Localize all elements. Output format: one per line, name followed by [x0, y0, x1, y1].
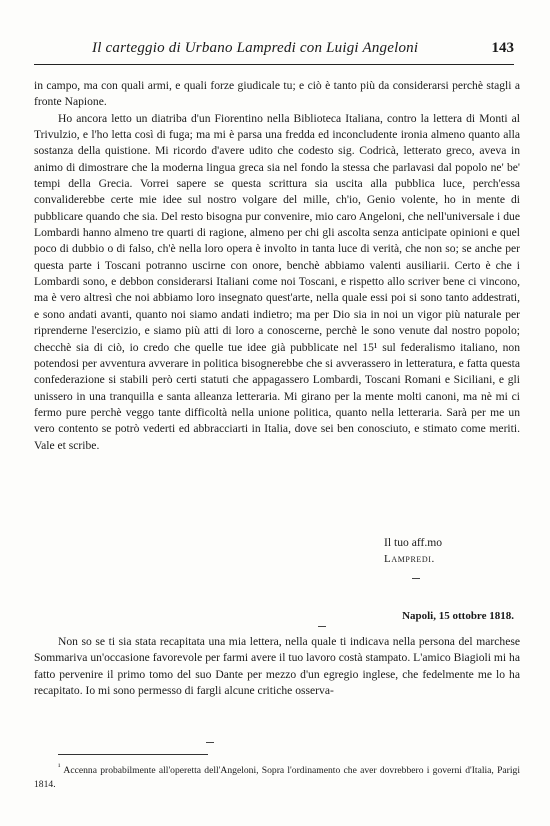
second-letter-paragraph: Non so se ti sia stata recapitata una mia lettera, nella quale ti indicava nella persona del marchese Sommariva un'occasione favorevole per farmi avere il tuo lavoro costà stampato. L'amico Biagioli mi ha fatto pervenire il primo tomo del suo Dante per mezzo d'un egregio inglese, che fedelmente me lo ha recapitato. Io mi sono permesso di fargli alcune critiche osserva- — [34, 635, 520, 698]
pencil-mark — [412, 578, 420, 587]
second-letter-body — [34, 634, 520, 699]
signature: Lampredi. — [384, 553, 435, 565]
header-rule — [34, 64, 514, 65]
paragraph-main: Ho ancora letto un diatriba d'un Fiorentino nella Biblioteca Italiana, contro la lettera di Monti al Trivulzio, e l'ho letta così di fuga; ma mi è parsa una fredda ed inconcludente ironia almeno quanto alla sostanza della quistione. Mi ricordo d'avere udito che codesto sig. Codricà, letterato greco, aveva in animo di dimostrare che la moderna lingua greca sia nel fondo la stessa che parlavasi dal popolo ne' be' tempi della Grecia. Vorrei sapere se questa scrittura sia uscita alla pubblica luce, perch'essa convaliderebbe certe mie idee sul nostro volgare del mille, ch'io, Genio volente, ho in mente di pubblicare quando che sia. Del resto bisogna pur convenire, mio caro Angeloni, che nell'universale i due Lombardi hanno almeno tre quarti di ragione, almeno per chi gli ascolta senza anticipate opinioni e quel poco di dubbio o di falso, ch'è nella loro opera è involto in tanta luce di verità, che non so; se anche per questa parte i Toscani potranno uscirne con onore, benchè abbiamo valenti ausiliarii. Certo è che i Lombardi sono, e debbon considerarsi Italiani come noi Toscani, e rispetto allo scriver bene ci vincono, ma è vero altresì che noi abbiamo loro insegnato quest'arte, nella quale essi poi si sono tanto addestrati, e sono andati avanti, quanto noi siamo andati indietro; ma per Dio sia in noi un vigor più naturale per riprenderne l'esercizio, e siamo più atti di loro a conoscerne, perchè le sono venute dal nostro popolo; checchè sia di ciò, io credo che quelle tue idee già pubblicate nel 15¹ sul federalismo italiano, non potendosi per avventura avverare in politica bisognerebbe che si avverassero in letteratura, e fatta questa confederazione si stabili però certi statuti che appagassero Lombardi, Toscani Romani e Siciliani, e gli unissero in una tranquilla e santa alleanza letteraria. Mi girano per la mente molti canoni, ma nè mi ci fermo pure perchè veggo tante difficoltà nella unione politica, quanto nella letteraria. Sarà per me un vero contento se potrò vederti ed abbracciarti in Italia, dove sei ben conosciuto, e stimato come meriti. Vale et scribe. — [34, 111, 520, 452]
page-number: 143 — [491, 40, 514, 56]
letter-dateline: Napoli, 15 ottobre 1818. — [402, 610, 514, 622]
running-title: Il carteggio di Urbano Lampredi con Luigi Angeloni — [92, 40, 419, 56]
closing-formula: Il tuo aff.mo — [384, 536, 443, 549]
footnote-rule — [58, 754, 208, 755]
letter-body — [34, 78, 520, 454]
letter-closing — [384, 535, 442, 567]
running-header — [34, 40, 514, 62]
footnote — [34, 760, 520, 792]
pencil-mark — [206, 742, 214, 751]
footnote-text: Accenna probabilmente all'operetta dell'Angeloni, Sopra l'ordinamento che aver dovrebbero i governi d'Italia, Parigi 1814. — [34, 765, 520, 791]
footnote-marker: ¹ — [58, 762, 61, 771]
paragraph-continuation: in campo, ma con quali armi, e quali forze giudicale tu; e ciò è tanto più da considerarsi perchè stagli a fronte Napione. — [34, 79, 520, 109]
